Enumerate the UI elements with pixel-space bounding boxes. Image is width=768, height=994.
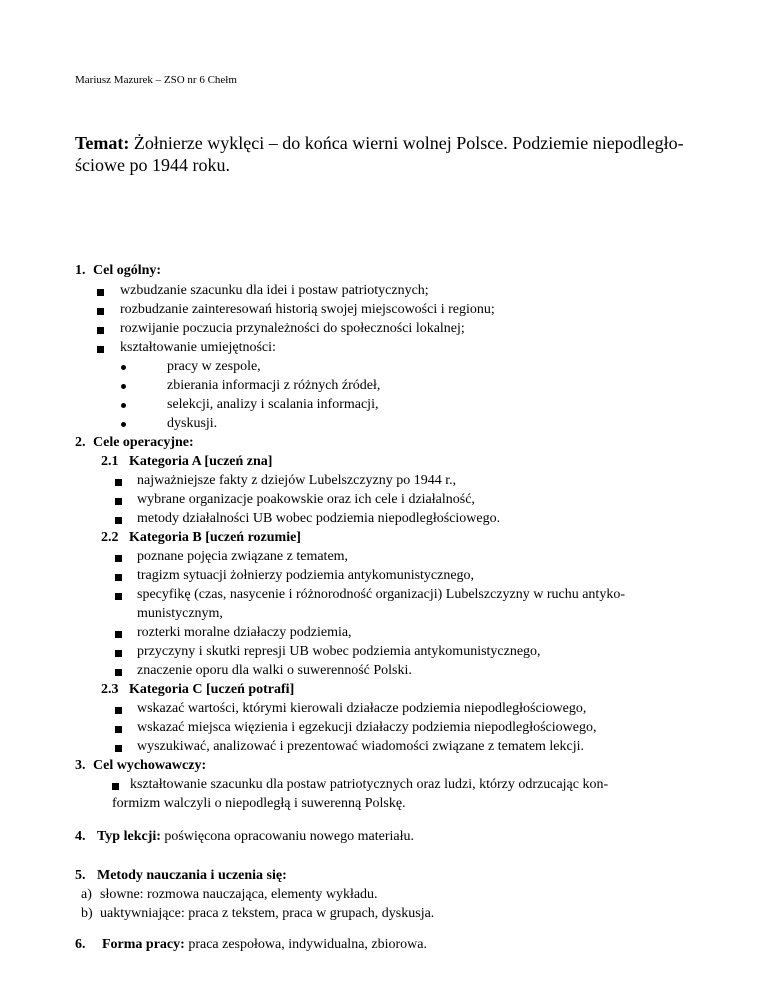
section-2-heading: Cele operacyjne: [93,435,194,450]
section-6-heading: Forma pracy: [102,937,185,952]
section-1-heading: Cel ogólny: [93,263,162,278]
list-item: metody działalności UB wobec podziemia niepodległościowego. [137,511,501,526]
method-item: uaktywniające: praca z tekstem, praca w grupach, dyskusja. [100,906,435,921]
section-4-number: 4. [75,829,86,844]
square-bullet-icon [97,346,104,353]
list-item: wskazać wartości, którymi kierowali działacze podziemia niepodległościowego, [137,701,587,716]
square-bullet-icon [97,327,104,334]
round-bullet-icon [121,365,126,370]
section-5-heading: Metody nauczania i uczenia się: [97,868,287,883]
section-5-number: 5. [75,868,86,883]
list-item: rozwijanie poczucia przynależności do społeczności lokalnej; [120,321,465,336]
square-bullet-icon [115,631,122,638]
list-subitem: zbierania informacji z różnych źródeł, [167,378,381,393]
square-bullet-icon [115,669,122,676]
topic-text-line1: Żołnierze wyklęci – do końca wierni wolnej Polsce. Podziemie niepodległo- [133,133,684,153]
list-item: wskazać miejsca więzienia i egzekucji działaczy podziemia niepodległościowego, [137,720,597,735]
square-bullet-icon [115,593,122,600]
list-subitem: selekcji, analizy i scalania informacji, [167,397,379,412]
section-4-text: poświęcona opracowaniu nowego materiału. [164,829,414,844]
square-bullet-icon [115,726,122,733]
category-c-number: 2.3 [101,682,119,697]
topic-text-line2: ściowe po 1944 roku. [75,155,230,175]
list-subitem: pracy w zespole, [167,359,261,374]
list-item: poznane pojęcia związane z tematem, [137,549,349,564]
list-item: specyfikę (czas, nasycenie i różnorodność organizacji) Lubelszczyzny w ruchu antyko- [137,587,625,602]
category-c-heading: Kategoria C [uczeń potrafi] [129,682,295,697]
category-b-heading: Kategoria B [uczeń rozumie] [129,530,301,545]
list-item: kształtowanie szacunku dla postaw patriotycznych oraz ludzi, którzy odrzucając kon- [130,777,609,792]
square-bullet-icon [115,707,122,714]
square-bullet-icon [97,289,104,296]
list-item: wyszukiwać, analizować i prezentować wiadomości związane z tematem lekcji. [137,739,585,754]
list-item: rozterki moralne działaczy podziemia, [137,625,352,640]
section-4-heading: Typ lekcji: [97,829,161,844]
list-item: przyczyny i skutki represji UB wobec podziemia antykomunistycznego, [137,644,541,659]
square-bullet-icon [115,574,122,581]
section-6-text: praca zespołowa, indywidualna, zbiorowa. [188,937,428,952]
list-item: najważniejsze fakty z dziejów Lubelszczyzny po 1944 r., [137,473,457,488]
category-a-number: 2.1 [101,454,119,469]
method-marker: a) [81,887,92,902]
section-2-number: 2. [75,435,86,450]
list-item: tragizm sytuacji żołnierzy podziemia antykomunistycznego, [137,568,475,583]
square-bullet-icon [97,308,104,315]
round-bullet-icon [121,403,126,408]
list-item: znaczenie oporu dla walki o suwerenność Polski. [137,663,412,678]
list-item: kształtowanie umiejętności: [120,340,276,355]
square-bullet-icon [115,745,122,752]
list-item: wzbudzanie szacunku dla idei i postaw patriotycznych; [120,283,429,298]
lesson-topic [75,132,695,176]
category-a-heading: Kategoria A [uczeń zna] [129,454,273,469]
square-bullet-icon [115,650,122,657]
square-bullet-icon [115,498,122,505]
square-bullet-icon [115,555,122,562]
list-subitem: dyskusji. [167,416,218,431]
section-3-heading: Cel wychowawczy: [93,758,207,773]
list-item-continuation: formizm walczyli o niepodległą i suwerenną Polskę. [112,796,406,811]
list-item: wybrane organizacje poakowskie oraz ich cele i działalność, [137,492,475,507]
topic-label: Temat: [75,133,130,153]
square-bullet-icon [115,517,122,524]
square-bullet-icon [115,479,122,486]
round-bullet-icon [121,384,126,389]
category-b-number: 2.2 [101,530,119,545]
method-marker: b) [81,906,93,921]
section-1-number: 1. [75,263,86,278]
method-item: słowne: rozmowa nauczająca, elementy wykładu. [100,887,378,902]
section-4-line [97,828,414,845]
author-header: Mariusz Mazurek – ZSO nr 6 Chełm [75,74,237,86]
list-item-continuation: munistycznym, [137,606,223,621]
list-item: rozbudzanie zainteresowań historią swojej miejscowości i regionu; [120,302,495,317]
section-3-number: 3. [75,758,86,773]
section-6-line [102,936,427,953]
section-6-number: 6. [75,937,86,952]
square-bullet-icon [112,783,119,790]
round-bullet-icon [121,422,126,427]
